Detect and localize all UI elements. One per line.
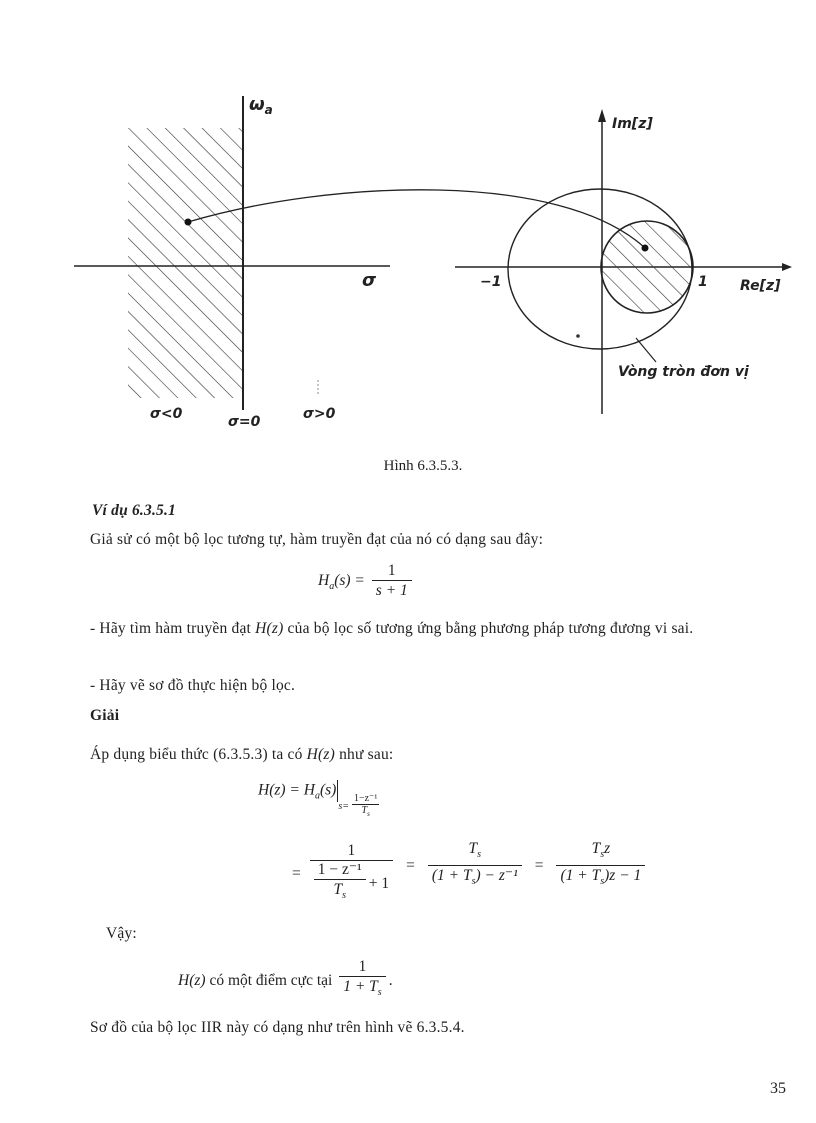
eq2-mid: H: [303, 781, 315, 799]
pole-num: 1: [358, 958, 367, 975]
pole-text: có một điểm cực tại: [205, 971, 337, 989]
page-number: 35: [770, 1080, 786, 1097]
equation-result: [292, 842, 648, 906]
sigma-positive-label: σ>0: [303, 406, 336, 422]
eq3-f1-inner-den: $T_s$: [314, 879, 366, 906]
sigma-axis-label: σ: [362, 270, 377, 291]
eq3-fraction-1: [310, 842, 393, 906]
z-plane-point: [642, 245, 649, 252]
closing-line: Sơ đồ của bộ lọc IIR này có dạng như trên hình vẽ 6.3.5.4.: [90, 1019, 465, 1036]
eq3-f3-den: $(1 + T_s)z - 1$: [556, 865, 645, 892]
eq1-den: s + 1: [372, 580, 412, 601]
eq1-lhs-sub: a: [329, 581, 335, 593]
equation-analog-transfer: [318, 562, 415, 601]
eq2-mid-arg: (s): [319, 781, 337, 799]
task1-text-a: - Hãy tìm hàm truyền đạt: [90, 620, 256, 637]
eq2-mid-sub: a: [314, 790, 320, 802]
example-intro: Giả sử có một bộ lọc tương tự, hàm truyền đạt của nó có dạng sau đây:: [90, 531, 544, 548]
solution-heading: Giải: [90, 707, 120, 724]
eq3-f1-inner-num: 1 − z⁻¹: [317, 861, 362, 878]
eq1-fraction: [372, 562, 412, 601]
eq3-eq-1: =: [292, 865, 301, 883]
one-label: 1: [698, 274, 708, 290]
task-2: - Hãy vẽ sơ đồ thực hiện bộ lọc.: [90, 677, 296, 694]
apply-hz: H(z): [306, 746, 336, 763]
omega-a-label: $\omega_a$: [249, 94, 273, 117]
task1-hz: H(z): [255, 620, 284, 637]
eq1-lhs-arg: (s) =: [334, 572, 365, 590]
eq2-sub-fraction: [352, 793, 379, 820]
re-z-label: Re[z]: [740, 278, 781, 294]
pole-den: $1 + T_s$: [339, 976, 386, 1003]
minus-one-label: −1: [480, 274, 502, 290]
therefore: Vậy:: [106, 925, 137, 942]
eq3-eq-3: =: [534, 857, 544, 875]
eq3-f2-num: $T_s$: [468, 840, 482, 861]
equation-substitution: [258, 780, 382, 820]
task1-text-b: của bộ lọc số tương ứng bằng phương pháp tương đương vi sai.: [283, 620, 694, 637]
eq2-sub-num: 1−z⁻¹: [353, 792, 378, 804]
example-title: Ví dụ 6.3.5.1: [92, 502, 176, 519]
eq3-f1-inner: [314, 861, 366, 906]
eq2-lhs: H(z) =: [258, 781, 304, 799]
unit-circle-label: Vòng tròn đơn vị: [618, 364, 749, 380]
eq1-lhs: H: [318, 572, 330, 590]
pole-end: .: [388, 971, 393, 989]
s-plane-point: [185, 219, 192, 226]
eq2-sub-s: s=: [338, 800, 349, 812]
eq3-fraction-3: [556, 840, 645, 891]
im-z-label: Im[z]: [612, 116, 653, 132]
eq3-fraction-2: [428, 840, 522, 891]
task-1: [62, 618, 740, 640]
eq3-f1-num: 1: [347, 842, 356, 859]
eq3-f2-den: $(1 + T_s) - z^{-1}$: [428, 865, 522, 892]
eq3-f1-den: [310, 860, 393, 906]
pole-fraction: [339, 958, 386, 1003]
eq3-eq-2: =: [406, 857, 415, 875]
apply-text-b: như sau:: [335, 746, 394, 763]
pole-hz: H(z): [178, 971, 206, 989]
sigma-zero-label: σ=0: [228, 414, 261, 430]
z-plane-imag-arrow: [598, 109, 606, 122]
figure-caption: Hình 6.3.5.3.: [383, 458, 463, 474]
unit-circle-pointer: [636, 338, 656, 362]
eq3-f3-num: $T_sz$: [591, 840, 611, 861]
figure-6-3-5-3: [0, 0, 816, 440]
solution-apply: [90, 745, 393, 765]
sigma-negative-label: σ<0: [150, 406, 183, 422]
mapping-curve: [188, 190, 645, 248]
pole-statement: [178, 958, 393, 1003]
s-plane-hatched-region: [128, 128, 243, 398]
eq3-f1-plus: + 1: [368, 874, 390, 892]
eq2-sub-den: $T_s$: [352, 804, 379, 820]
apply-text-a: Áp dụng biểu thức (6.3.5.3) ta có: [90, 746, 307, 763]
z-plane-real-arrow: [782, 263, 792, 271]
small-mark: [576, 334, 580, 338]
eq1-num: 1: [387, 562, 396, 579]
